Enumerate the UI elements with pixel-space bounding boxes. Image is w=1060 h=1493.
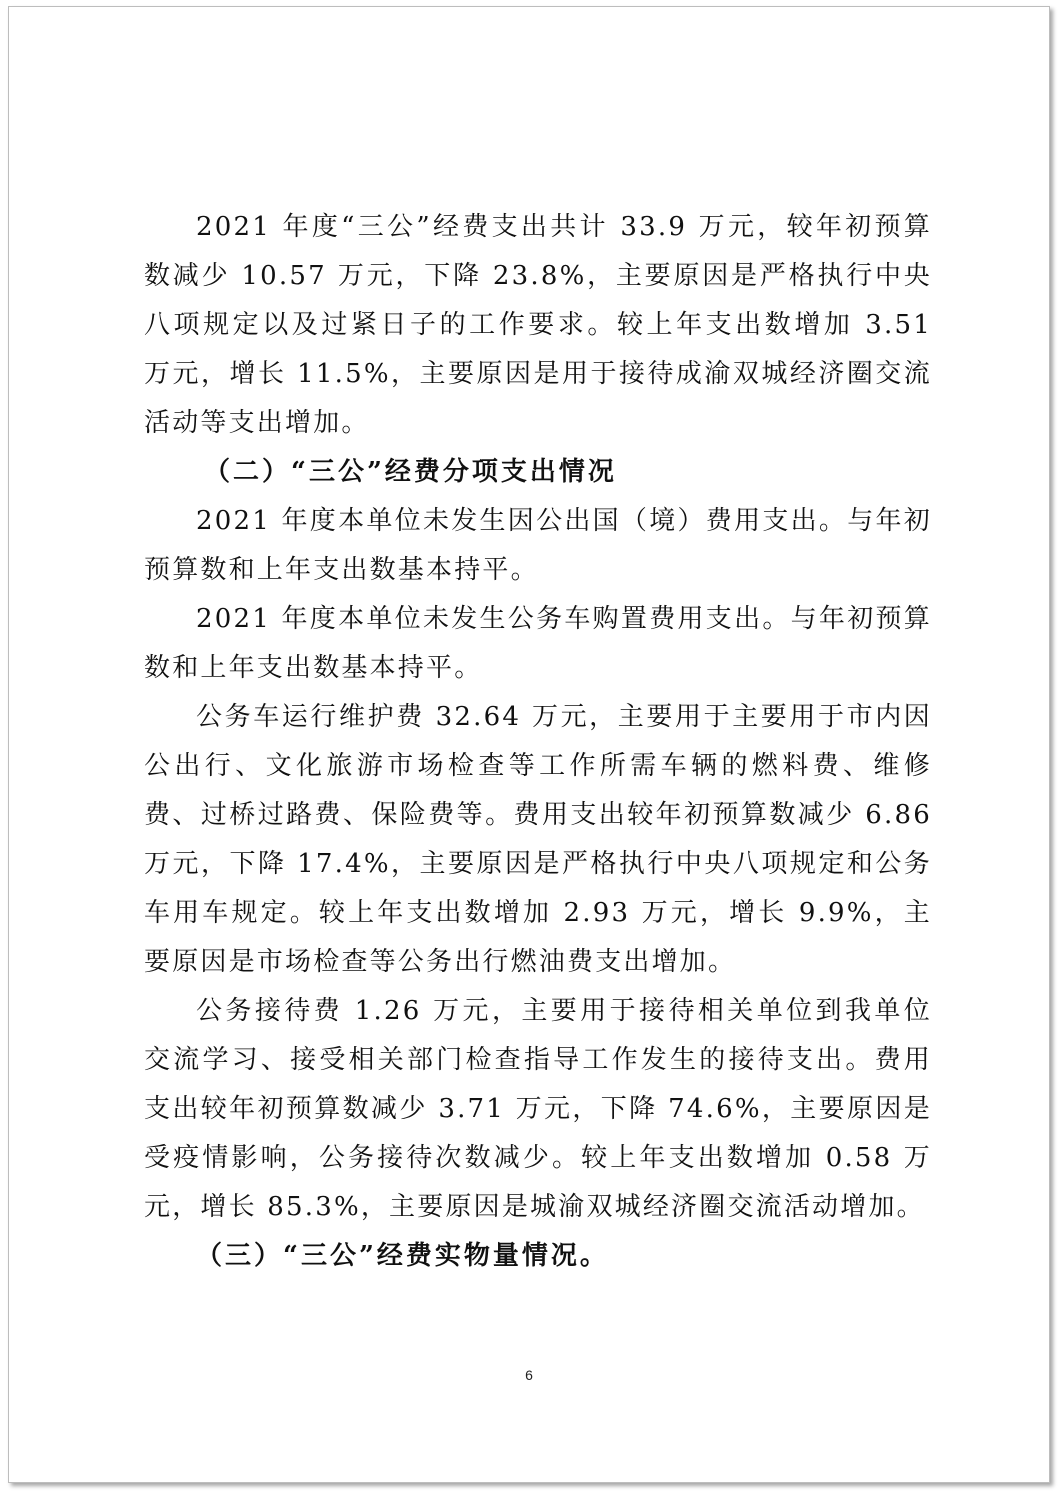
paragraph-official-reception: 公务接待费 1.26 万元，主要用于接待相关单位到我单位交流学习、接受相关部门检查指导工作发生的接待支出。费用支出较年初预算数减少 3.71 万元，下降 74.6%，主要原因是受疫情影响，公务接待次数减少。较上年支出数增加 0.58 万元，增长 85.3%，主要原因是城渝双城经济圈交流活动增加。	[144, 996, 932, 1222]
paragraph-total-expenditure: 2021 年度“三公”经费支出共计 33.9 万元，较年初预算数减少 10.57 万元，下降 23.8%，主要原因是严格执行中央八项规定以及过紧日子的工作要求。较上年支出数增加 3.51 万元，增长 11.5%，主要原因是用于接待成渝双城经济圈交流活动等支出增加。	[144, 212, 932, 438]
document-page	[8, 6, 1050, 1483]
section-heading-physical-quantity: （三）“三公”经费实物量情况。	[196, 1241, 609, 1271]
page-number: 6	[525, 1367, 533, 1383]
section-heading-itemized: （二）“三公”经费分项支出情况	[204, 457, 617, 487]
page-body	[144, 203, 932, 1281]
paragraph-vehicle-maintenance: 公务车运行维护费 32.64 万元，主要用于主要用于市内因公出行、文化旅游市场检查等工作所需车辆的燃料费、维修费、过桥过路费、保险费等。费用支出较年初预算数减少 6.86 万元，下降 17.4%，主要原因是严格执行中央八项规定和公务车用车规定。较上年支出数增加 2.93 万元，增长 9.9%，主要原因是市场检查等公务出行燃油费支出增加。	[144, 702, 932, 977]
paragraph-vehicle-purchase: 2021 年度本单位未发生公务车购置费用支出。与年初预算数和上年支出数基本持平。	[144, 604, 932, 683]
paragraph-overseas-travel: 2021 年度本单位未发生因公出国（境）费用支出。与年初预算数和上年支出数基本持平。	[144, 506, 932, 585]
